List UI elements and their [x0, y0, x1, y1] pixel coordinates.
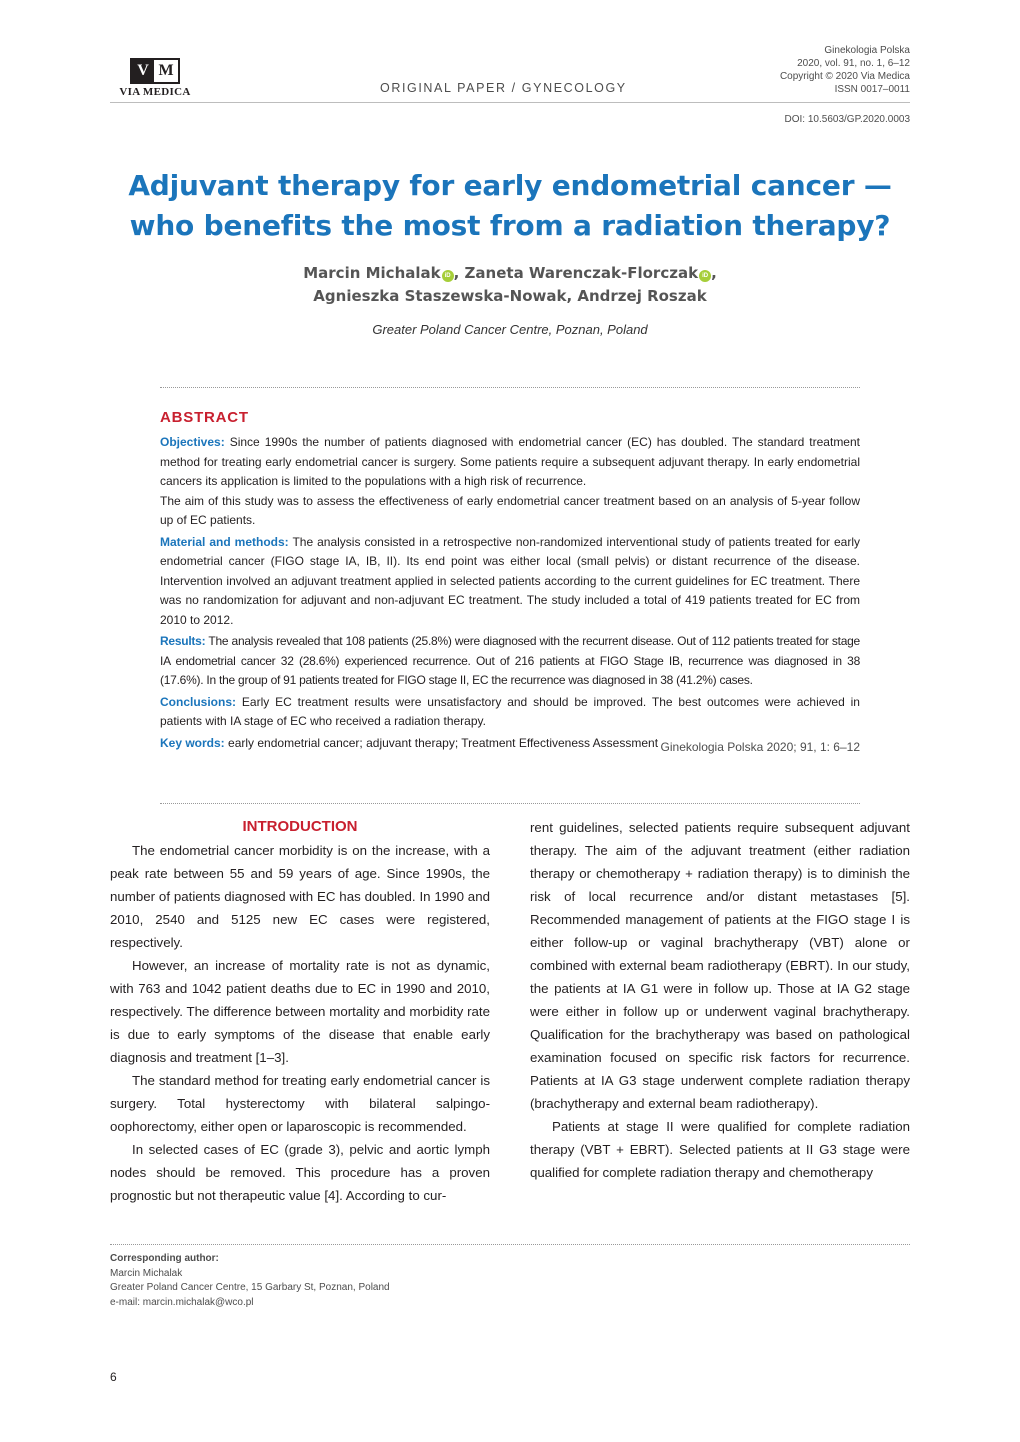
body-paragraph: The endometrial cancer morbidity is on the increase, with a peak rate between 55 and 59 years of age. Since 1990s, the number of patients diagnosed with EC has doubled. In 1990 and 2010, 2540 and 5125 new EC cases were registered, respectively.	[110, 843, 490, 950]
abstract-heading: ABSTRACT	[160, 409, 249, 426]
body-paragraph: In selected cases of EC (grade 3), pelvic and aortic lymph nodes should be removed. This procedure has a proven prognostic but not therapeutic value [4]. According to cur-	[110, 1142, 490, 1203]
footnote-address: Greater Poland Cancer Centre, 15 Garbary St, Poznan, Poland	[110, 1282, 390, 1293]
abstract-body	[160, 433, 860, 755]
body-paragraph: Patients at stage II were qualified for complete radiation therapy (VBT + EBRT). Selected patients at II G3 stage were qualified for complete radiation therapy and chemotherapy	[530, 1119, 910, 1180]
keywords-label: Key words:	[160, 735, 225, 750]
methods-text: The analysis consisted in a retrospective non-randomized interventional study of patients treated for early endometrial cancer (FIGO stage IA, IB, II). Its end point was either local (small pelvis) or distant recurrence of the disease. Intervention involved an adjuvant treatment applied in selected patients according to the current guidelines for EC treatment. There was no randomization for adjuvant and non-adjuvant EC treatment. The study included a total of 419 patients treated for EC from 2010 to 2012.	[160, 534, 860, 627]
right-column	[530, 816, 910, 1184]
abstract-top-divider	[160, 387, 860, 388]
publisher-logo	[110, 58, 200, 98]
section-label: ORIGINAL PAPER / GYNECOLOGY	[380, 81, 627, 95]
logo-text: VIA MEDICA	[119, 86, 191, 98]
journal-info	[650, 44, 910, 96]
keywords-text: early endometrial cancer; adjuvant therapy; Treatment Effectiveness Assessment	[228, 735, 659, 750]
objectives-label: Objectives:	[160, 435, 225, 449]
footnote-label: Corresponding author:	[110, 1253, 219, 1264]
header-divider	[110, 102, 910, 103]
author-name: , Zaneta Warenczak-Florczak	[453, 264, 699, 282]
journal-volume: 2020, vol. 91, no. 1, 6–12	[797, 58, 910, 69]
author-separator: ,	[711, 264, 717, 282]
introduction-heading: INTRODUCTION	[242, 818, 358, 835]
results-label: Results:	[160, 634, 206, 648]
abstract-results	[160, 632, 860, 691]
journal-issn: ISSN 0017–0011	[834, 84, 910, 95]
abstract-objectives	[160, 433, 860, 531]
orcid-icon[interactable]: iD	[699, 270, 711, 282]
affiliation: Greater Poland Cancer Centre, Poznan, Poland	[372, 322, 648, 337]
corresponding-author-note	[110, 1252, 390, 1310]
objectives-text: Since 1990s the number of patients diagnosed with endometrial cancer (EC) has doubled. The standard treatment method for treating early endometrial cancer is surgery. Some patients require a subsequent adjuvant therapy. In early endometrial cancers its application is limited to the populations with a high risk of recurrence.	[160, 435, 860, 488]
author-names-line2: Agnieszka Staszewska-Nowak, Andrzej Roszak	[313, 287, 707, 305]
abstract-bottom-divider	[160, 803, 860, 804]
doi-link[interactable]: DOI: 10.5603/GP.2020.0003	[784, 114, 910, 125]
left-column	[110, 839, 490, 1207]
body-paragraph: However, an increase of mortality rate is not as dynamic, with 763 and 1042 patient deaths due to EC in 1990 and 2010, respectively. The difference between mortality and morbidity rate is due to early symptoms of the disease that enable early diagnosis and treatment [1–3].	[110, 958, 490, 1065]
journal-name: Ginekologia Polska	[824, 45, 910, 56]
footnote-email[interactable]: e-mail: marcin.michalak@wco.pl	[110, 1296, 254, 1308]
author-name: Marcin Michalak	[303, 264, 441, 282]
page-number: 6	[110, 1370, 117, 1384]
orcid-icon[interactable]: iD	[442, 270, 454, 282]
conclusions-text: Early EC treatment results were unsatisfactory and should be improved. The best outcomes were achieved in patients with IA stage of EC who received a radiation therapy.	[160, 694, 860, 728]
author-list	[110, 262, 910, 308]
results-text: The analysis revealed that 108 patients (25.8%) were diagnosed with the recurrent disease. Out of 112 patients treated for stage IA endometrial cancer 32 (28.6%) experienced recurrence. Out of 216 patients at FIGO Stage IB, recurrence was diagnosed in 38 (17.6%). In the group of 91 patients treated for FIGO stage II, EC the recurrence was diagnosed in 38 (41.2%) cases.	[160, 634, 860, 687]
methods-label: Material and methods:	[160, 534, 289, 549]
logo-letter-v: V	[132, 60, 154, 82]
body-paragraph: The standard method for treating early endometrial cancer is surgery. Total hysterectomy with bilateral salpingo-oophorectomy, either open or laparoscopic is recommended.	[110, 1073, 490, 1134]
citation: Ginekologia Polska 2020; 91, 1: 6–12	[660, 740, 860, 754]
footnote-divider	[110, 1244, 910, 1245]
footnote-name: Marcin Michalak	[110, 1267, 183, 1279]
objectives-aim-text: The aim of this study was to assess the effectiveness of early endometrial cancer treatment based on an analysis of 5-year follow up of EC patients.	[160, 493, 860, 527]
journal-copyright: Copyright © 2020 Via Medica	[779, 71, 910, 82]
logo-letter-m: M	[158, 62, 174, 79]
logo-mark	[130, 58, 180, 84]
abstract-conclusions	[160, 693, 860, 732]
article-title: Adjuvant therapy for early endometrial cancer — who benefits the most from a radiation therapy?	[128, 169, 892, 242]
conclusions-label: Conclusions:	[160, 694, 237, 709]
body-paragraph-continued: rent guidelines, selected patients require subsequent adjuvant therapy. The aim of the adjuvant treatment (either radiation therapy or chemotherapy + radiation therapy) is to diminish the risk of local recurrence and/or distant metastases [5]. Recommended management of patients at the FIGO stage I is either follow-up or vaginal brachytherapy (VBT) alone or combined with external beam radiotherapy (EBRT). In our study, the patients at IA G1 were in follow up. Those at IA G2 stage were either in follow up or underwent vaginal brachytherapy. Qualification for the brachytherapy was based on pathological examination focused on specific risk factors for recurrence. Patients at IA G3 stage underwent complete radiation therapy (brachytherapy and external beam radiotherapy).	[530, 820, 910, 1111]
abstract-methods	[160, 533, 860, 631]
